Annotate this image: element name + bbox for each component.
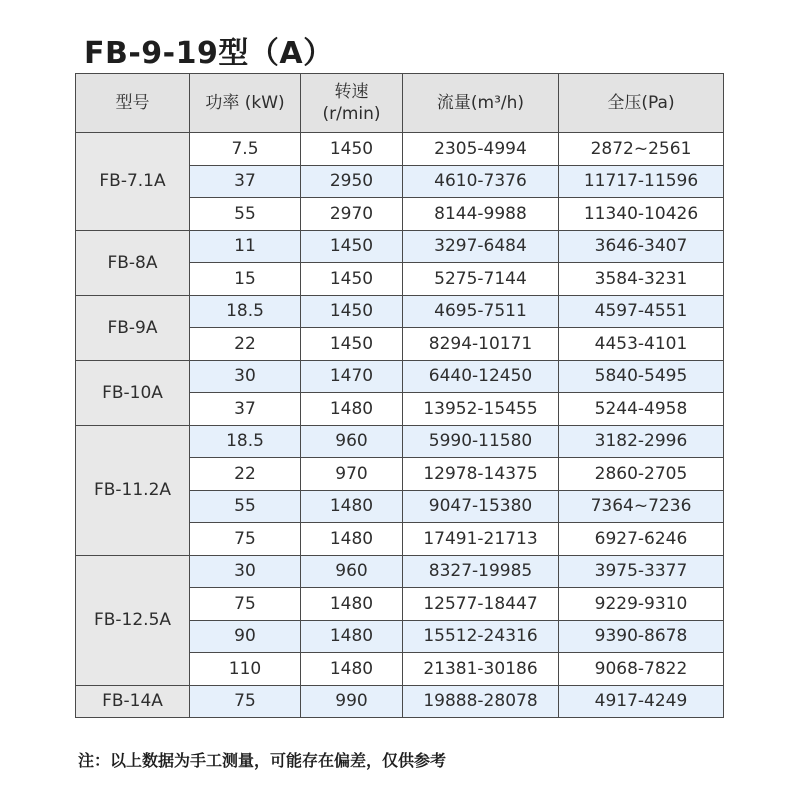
header-flow: 流量(m³/h) xyxy=(403,74,559,133)
speed-cell: 1450 xyxy=(301,328,403,361)
header-pressure: 全压(Pa) xyxy=(559,74,724,133)
flow-cell: 5275-7144 xyxy=(403,263,559,296)
pressure-cell: 11717-11596 xyxy=(559,165,724,198)
speed-cell: 1480 xyxy=(301,620,403,653)
pressure-cell: 4453-4101 xyxy=(559,328,724,361)
power-cell: 18.5 xyxy=(190,295,301,328)
flow-cell: 6440-12450 xyxy=(403,360,559,393)
header-row xyxy=(76,74,724,133)
speed-cell: 960 xyxy=(301,425,403,458)
speed-cell: 2970 xyxy=(301,198,403,231)
speed-cell: 1450 xyxy=(301,263,403,296)
flow-cell: 13952-15455 xyxy=(403,393,559,426)
power-cell: 37 xyxy=(190,165,301,198)
pressure-cell: 9390-8678 xyxy=(559,620,724,653)
pressure-cell: 2860-2705 xyxy=(559,458,724,491)
pressure-cell: 3975-3377 xyxy=(559,555,724,588)
power-cell: 37 xyxy=(190,393,301,426)
speed-cell: 970 xyxy=(301,458,403,491)
speed-cell: 2950 xyxy=(301,165,403,198)
flow-cell: 3297-6484 xyxy=(403,230,559,263)
table-row xyxy=(76,133,724,166)
header-power: 功率 (kW) xyxy=(190,74,301,133)
speed-cell: 960 xyxy=(301,555,403,588)
flow-cell: 4695-7511 xyxy=(403,295,559,328)
page-title: FB-9-19型（A） xyxy=(84,36,334,71)
flow-cell: 12978-14375 xyxy=(403,458,559,491)
power-cell: 30 xyxy=(190,360,301,393)
pressure-cell: 4917-4249 xyxy=(559,685,724,718)
flow-cell: 21381-30186 xyxy=(403,653,559,686)
speed-cell: 1480 xyxy=(301,490,403,523)
spec-table xyxy=(75,73,724,718)
pressure-cell: 2872~2561 xyxy=(559,133,724,166)
power-cell: 110 xyxy=(190,653,301,686)
speed-cell: 1450 xyxy=(301,230,403,263)
power-cell: 30 xyxy=(190,555,301,588)
speed-cell: 1450 xyxy=(301,133,403,166)
pressure-cell: 5244-4958 xyxy=(559,393,724,426)
footnote: 注：以上数据为手工测量，可能存在偏差，仅供参考 xyxy=(78,751,447,770)
header-speed xyxy=(301,74,403,133)
pressure-cell: 6927-6246 xyxy=(559,523,724,556)
pressure-cell: 7364~7236 xyxy=(559,490,724,523)
power-cell: 55 xyxy=(190,490,301,523)
header-model: 型号 xyxy=(76,74,190,133)
power-cell: 75 xyxy=(190,685,301,718)
power-cell: 90 xyxy=(190,620,301,653)
power-cell: 75 xyxy=(190,588,301,621)
table-row xyxy=(76,360,724,393)
speed-cell: 1480 xyxy=(301,523,403,556)
pressure-cell: 4597-4551 xyxy=(559,295,724,328)
power-cell: 15 xyxy=(190,263,301,296)
table-row xyxy=(76,555,724,588)
flow-cell: 4610-7376 xyxy=(403,165,559,198)
model-cell: FB-7.1A xyxy=(76,133,190,231)
header-speed-label: 转速 xyxy=(334,82,369,102)
power-cell: 22 xyxy=(190,328,301,361)
power-cell: 11 xyxy=(190,230,301,263)
pressure-cell: 11340-10426 xyxy=(559,198,724,231)
flow-cell: 8144-9988 xyxy=(403,198,559,231)
model-cell: FB-9A xyxy=(76,295,190,360)
flow-cell: 17491-21713 xyxy=(403,523,559,556)
pressure-cell: 9229-9310 xyxy=(559,588,724,621)
flow-cell: 8327-19985 xyxy=(403,555,559,588)
speed-cell: 1480 xyxy=(301,588,403,621)
flow-cell: 12577-18447 xyxy=(403,588,559,621)
speed-cell: 990 xyxy=(301,685,403,718)
pressure-cell: 3182-2996 xyxy=(559,425,724,458)
table-row xyxy=(76,295,724,328)
flow-cell: 8294-10171 xyxy=(403,328,559,361)
flow-cell: 15512-24316 xyxy=(403,620,559,653)
model-cell: FB-8A xyxy=(76,230,190,295)
speed-cell: 1470 xyxy=(301,360,403,393)
speed-cell: 1450 xyxy=(301,295,403,328)
power-cell: 18.5 xyxy=(190,425,301,458)
model-cell: FB-11.2A xyxy=(76,425,190,555)
model-cell: FB-10A xyxy=(76,360,190,425)
power-cell: 22 xyxy=(190,458,301,491)
flow-cell: 9047-15380 xyxy=(403,490,559,523)
header-speed-unit: (r/min) xyxy=(322,104,381,124)
power-cell: 7.5 xyxy=(190,133,301,166)
table-row xyxy=(76,230,724,263)
speed-cell: 1480 xyxy=(301,393,403,426)
power-cell: 75 xyxy=(190,523,301,556)
pressure-cell: 3584-3231 xyxy=(559,263,724,296)
pressure-cell: 9068-7822 xyxy=(559,653,724,686)
speed-cell: 1480 xyxy=(301,653,403,686)
flow-cell: 19888-28078 xyxy=(403,685,559,718)
flow-cell: 5990-11580 xyxy=(403,425,559,458)
pressure-cell: 3646-3407 xyxy=(559,230,724,263)
model-cell: FB-14A xyxy=(76,685,190,718)
model-cell: FB-12.5A xyxy=(76,555,190,685)
table-row xyxy=(76,685,724,718)
pressure-cell: 5840-5495 xyxy=(559,360,724,393)
power-cell: 55 xyxy=(190,198,301,231)
flow-cell: 2305-4994 xyxy=(403,133,559,166)
table-row xyxy=(76,425,724,458)
